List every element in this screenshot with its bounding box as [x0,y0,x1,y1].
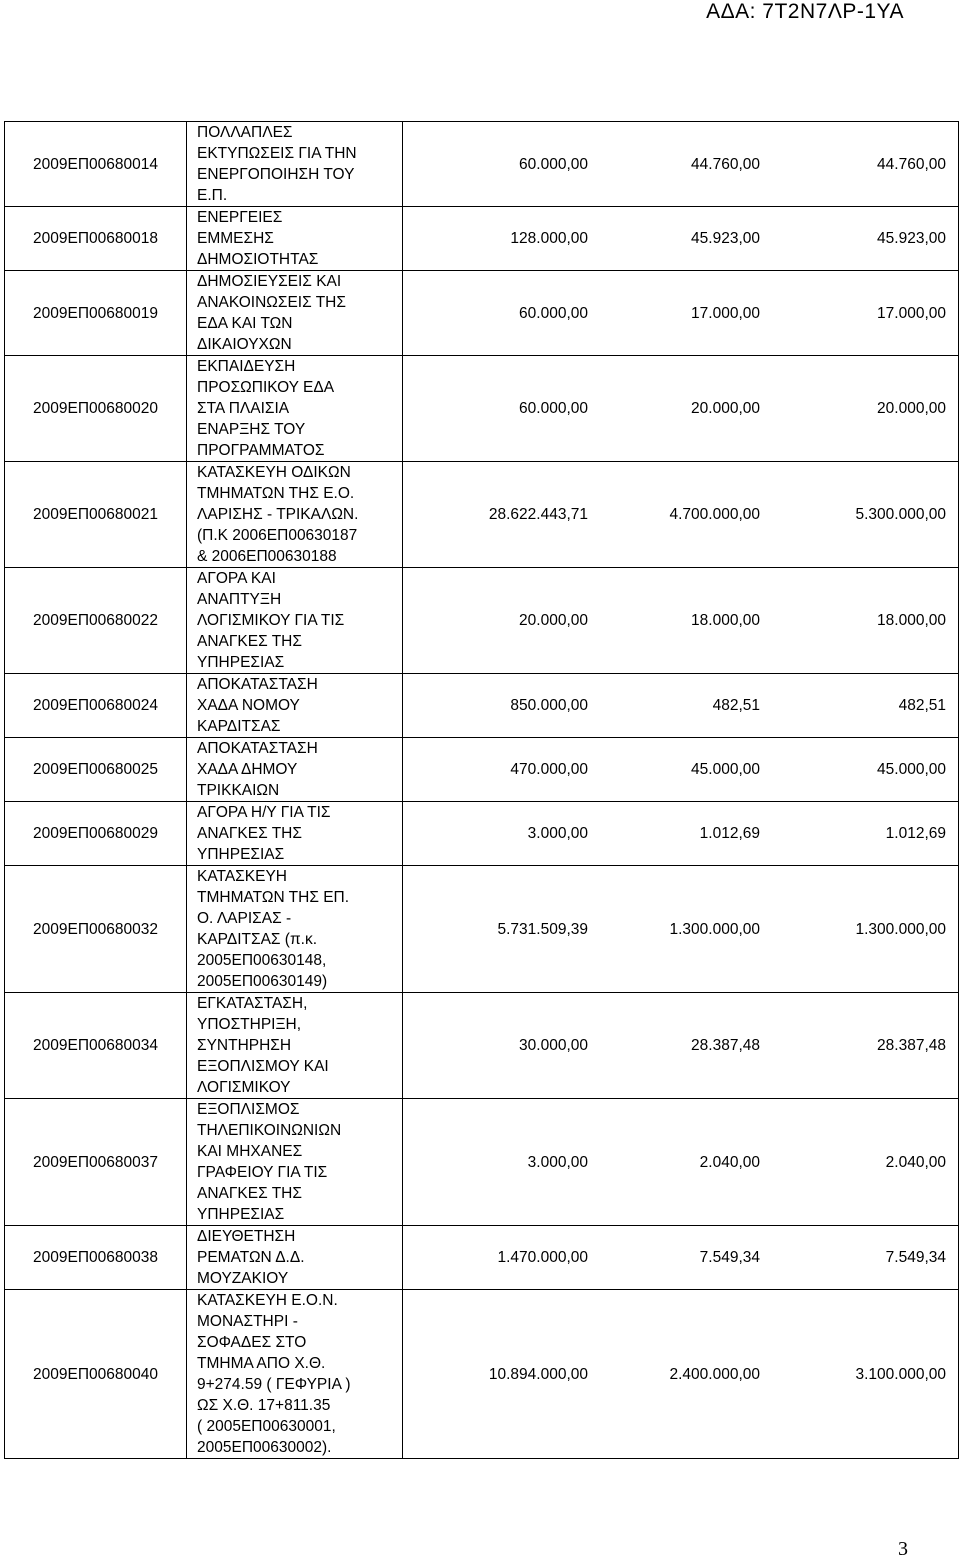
project-amounts [403,207,959,271]
project-amounts [403,271,959,356]
ada-code: ΑΔΑ: 7Τ2Ν7ΛΡ-1ΥΑ [706,0,904,23]
project-description: ΕΞΟΠΛΙΣΜΟΣ ΤΗΛΕΠΙΚΟΙΝΩΝΙΩΝ ΚΑΙ ΜΗΧΑΝΕΣ ΓΡΑΦΕΙΟΥ ΓΙΑ ΤΙΣ ΑΝΑΓΚΕΣ ΤΗΣ ΥΠΗΡΕΣΙΑΣ [187,1099,403,1226]
project-description: ΚΑΤΑΣΚΕΥΗ ΤΜΗΜΑΤΩΝ ΤΗΣ ΕΠ. Ο. ΛΑΡΙΣΑΣ - ΚΑΡΔΙΤΣΑΣ (π.κ. 2005ΕΠ00630148, 2005ΕΠ00630149) [187,866,403,993]
budget-amount: 470.000,00 [510,761,588,778]
project-description: ΔΗΜΟΣΙΕΥΣΕΙΣ ΚΑΙ ΑΝΑΚΟΙΝΩΣΕΙΣ ΤΗΣ ΕΔΑ ΚΑΙ ΤΩΝ ΔΙΚΑΙΟΥΧΩΝ [187,271,403,356]
project-amounts [403,802,959,866]
table-row [5,122,959,207]
commitment-amount: 45.000,00 [691,761,760,778]
commitment-amount: 7.549,34 [699,1249,760,1266]
commitment-amount: 18.000,00 [691,612,760,629]
project-amounts [403,122,959,207]
table-row [5,462,959,568]
payment-amount: 3.100.000,00 [855,1365,946,1383]
payment-amount: 18.000,00 [877,612,946,629]
project-description: ΕΚΠΑΙΔΕΥΣΗ ΠΡΟΣΩΠΙΚΟΥ ΕΔΑ ΣΤΑ ΠΛΑΙΣΙΑ ΕΝΑΡΞΗΣ ΤΟΥ ΠΡΟΓΡΑΜΜΑΤΟΣ [187,356,403,462]
payment-amount: 1.012,69 [885,825,946,842]
payment-amount: 45.923,00 [877,230,946,247]
commitment-amount: 28.387,48 [691,1037,760,1054]
project-description: ΕΝΕΡΓΕΙΕΣ ΕΜΜΕΣΗΣ ΔΗΜΟΣΙΟΤΗΤΑΣ [187,207,403,271]
budget-amount: 30.000,00 [519,1037,588,1054]
project-amounts [403,1290,959,1459]
budget-amount: 10.894.000,00 [488,1365,588,1383]
table-row [5,568,959,674]
budget-amount: 5.731.509,39 [497,920,588,938]
project-code: 2009ΕΠ00680019 [5,271,187,356]
payment-amount: 17.000,00 [877,304,946,322]
budget-amount: 60.000,00 [519,400,588,417]
project-description: ΔΙΕΥΘΕΤΗΣΗ ΡΕΜΑΤΩΝ Δ.Δ. ΜΟΥΖΑΚΙΟΥ [187,1226,403,1290]
project-code: 2009ΕΠ00680022 [5,568,187,674]
payment-amount: 2.040,00 [885,1153,946,1171]
payment-amount: 20.000,00 [877,400,946,417]
project-code: 2009ΕΠ00680038 [5,1226,187,1290]
commitment-amount: 44.760,00 [691,155,760,173]
project-amounts [403,1226,959,1290]
projects-table-body [5,122,959,1459]
budget-amount: 60.000,00 [519,304,588,322]
budget-amount: 28.622.443,71 [488,506,588,523]
project-description: ΑΓΟΡΑ ΚΑΙ ΑΝΑΠΤΥΞΗ ΛΟΓΙΣΜΙΚΟΥ ΓΙΑ ΤΙΣ ΑΝΑΓΚΕΣ ΤΗΣ ΥΠΗΡΕΣΙΑΣ [187,568,403,674]
table-row [5,802,959,866]
project-description: ΑΓΟΡΑ Η/Υ ΓΙΑ ΤΙΣ ΑΝΑΓΚΕΣ ΤΗΣ ΥΠΗΡΕΣΙΑΣ [187,802,403,866]
table-row [5,993,959,1099]
project-amounts [403,993,959,1099]
table-row [5,356,959,462]
payment-amount: 7.549,34 [885,1249,946,1266]
table-row [5,1099,959,1226]
budget-amount: 60.000,00 [519,155,588,173]
project-code: 2009ΕΠ00680034 [5,993,187,1099]
budget-amount: 1.470.000,00 [497,1249,588,1266]
project-code: 2009ΕΠ00680032 [5,866,187,993]
commitment-amount: 45.923,00 [691,230,760,247]
project-code: 2009ΕΠ00680014 [5,122,187,207]
payment-amount: 44.760,00 [877,155,946,173]
budget-amount: 850.000,00 [510,697,588,714]
project-amounts [403,866,959,993]
project-amounts [403,462,959,568]
project-code: 2009ΕΠ00680025 [5,738,187,802]
table-row [5,674,959,738]
budget-amount: 128.000,00 [510,230,588,247]
project-code: 2009ΕΠ00680029 [5,802,187,866]
commitment-amount: 2.040,00 [699,1153,760,1171]
payment-amount: 5.300.000,00 [855,506,946,523]
project-code: 2009ΕΠ00680020 [5,356,187,462]
table-row [5,1290,959,1459]
commitment-amount: 1.300.000,00 [669,920,760,938]
commitment-amount: 4.700.000,00 [669,506,760,523]
project-amounts [403,738,959,802]
project-description: ΑΠΟΚΑΤΑΣΤΑΣΗ ΧΑΔΑ ΔΗΜΟΥ ΤΡΙΚΚΑΙΩΝ [187,738,403,802]
table-row [5,207,959,271]
project-code: 2009ΕΠ00680040 [5,1290,187,1459]
table-row [5,1226,959,1290]
project-description: ΠΟΛΛΑΠΛΕΣ ΕΚΤΥΠΩΣΕΙΣ ΓΙΑ ΤΗΝ ΕΝΕΡΓΟΠΟΙΗΣΗ ΤΟΥ Ε.Π. [187,122,403,207]
project-amounts [403,1099,959,1226]
project-description: ΕΓΚΑΤΑΣΤΑΣΗ, ΥΠΟΣΤΗΡΙΞΗ, ΣΥΝΤΗΡΗΣΗ ΕΞΟΠΛΙΣΜΟΥ ΚΑΙ ΛΟΓΙΣΜΙΚΟΥ [187,993,403,1099]
table-row [5,866,959,993]
commitment-amount: 1.012,69 [699,825,760,842]
payment-amount: 1.300.000,00 [855,920,946,938]
commitment-amount: 482,51 [712,697,760,714]
payment-amount: 28.387,48 [877,1037,946,1054]
commitment-amount: 20.000,00 [691,400,760,417]
budget-amount: 3.000,00 [527,825,588,842]
project-code: 2009ΕΠ00680018 [5,207,187,271]
table-row [5,271,959,356]
commitment-amount: 2.400.000,00 [669,1365,760,1383]
project-description: ΚΑΤΑΣΚΕΥΗ Ε.Ο.Ν. ΜΟΝΑΣΤΗΡΙ - ΣΟΦΑΔΕΣ ΣΤΟ ΤΜΗΜΑ ΑΠΟ Χ.Θ. 9+274.59 ( ΓΕΦΥΡΙΑ ) ΩΣ Χ.Θ. 17+811.35 ( 2005ΕΠ00630001, 2005ΕΠ00630002). [187,1290,403,1459]
budget-amount: 20.000,00 [519,612,588,629]
project-amounts [403,356,959,462]
project-description: ΚΑΤΑΣΚΕΥΗ ΟΔΙΚΩΝ ΤΜΗΜΑΤΩΝ ΤΗΣ Ε.Ο. ΛΑΡΙΣΗΣ - ΤΡΙΚΑΛΩΝ. (Π.Κ 2006ΕΠ00630187 & 2006ΕΠ00630188 [187,462,403,568]
budget-amount: 3.000,00 [527,1153,588,1171]
payment-amount: 482,51 [898,697,946,714]
commitment-amount: 17.000,00 [691,304,760,322]
project-code: 2009ΕΠ00680021 [5,462,187,568]
page-number: 3 [898,1538,908,1560]
table-row [5,738,959,802]
project-code: 2009ΕΠ00680024 [5,674,187,738]
project-amounts [403,674,959,738]
projects-table [4,121,959,1459]
project-code: 2009ΕΠ00680037 [5,1099,187,1226]
project-amounts [403,568,959,674]
project-description: ΑΠΟΚΑΤΑΣΤΑΣΗ ΧΑΔΑ ΝΟΜΟΥ ΚΑΡΔΙΤΣΑΣ [187,674,403,738]
payment-amount: 45.000,00 [877,761,946,778]
